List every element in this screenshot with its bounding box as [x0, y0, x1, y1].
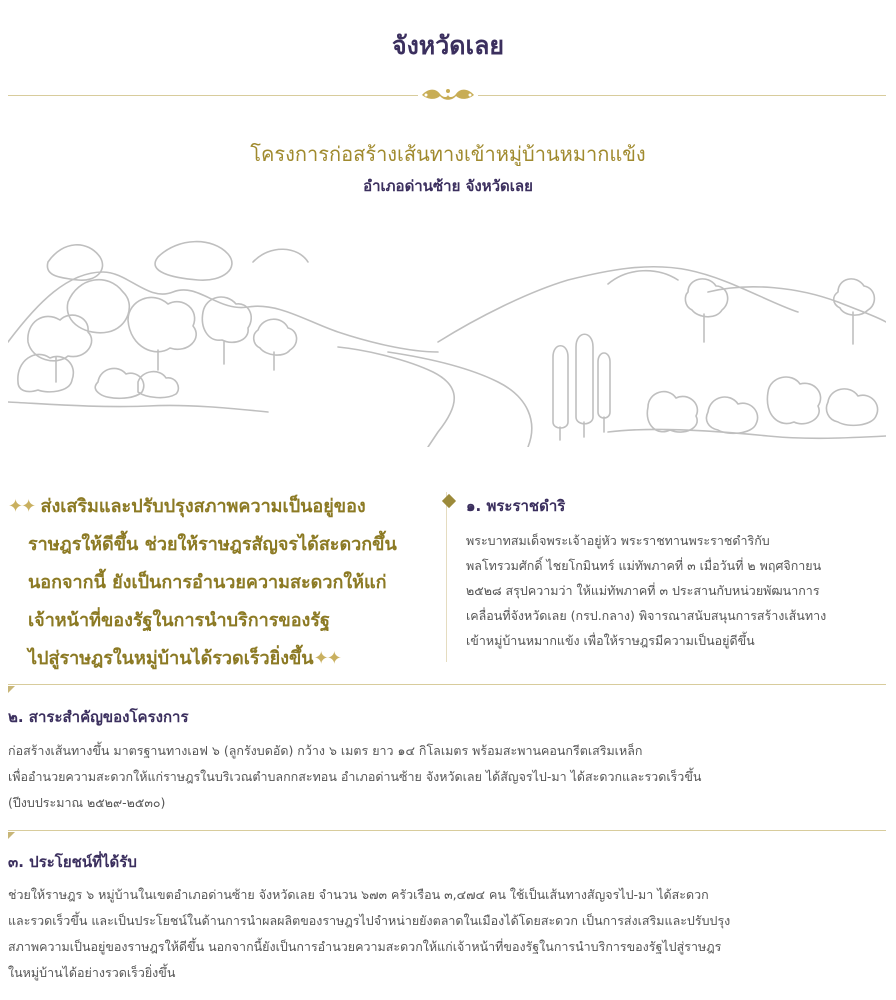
quote-line: ราษฎรให้ดีขึ้น ช่วยให้ราษฎรสัญจรได้สะดวกขึ้น [28, 534, 397, 555]
ornament-icon [418, 86, 478, 104]
paragraph-line: พลโทรวมศักดิ์ ไชยโกมินทร์ แม่ทัพภาคที่ ๓ เมื่อวันที่ ๒ พฤศจิกายน [466, 558, 822, 573]
quote-line: นอกจากนี้ ยังเป็นการอำนวยความสะดวกให้แก่ [28, 572, 387, 593]
province-title: จังหวัดเลย [391, 31, 505, 60]
column-divider [446, 492, 447, 662]
paragraph-line: ช่วยให้ราษฎร ๖ หมู่บ้านในเขตอำเภอด่านซ้าย จังหวัดเลย จำนวน ๖๗๓ ครัวเรือน ๓,๔๗๔ คน ใช้เป็นเส้นทางสัญจรไป-มา ได้สะดวก [8, 887, 709, 902]
sparkle-icon: ✦✦ [313, 648, 340, 669]
paragraph-line: ๒๕๒๘ สรุปความว่า ให้แม่ทัพภาคที่ ๓ ประสานกับหน่วยพัฒนาการ [466, 583, 820, 598]
project-title: โครงการก่อสร้างเส้นทางเข้าหมู่บ้านหมากแข้ง [250, 142, 646, 166]
corner-mark-icon [8, 686, 15, 693]
quote-line: เจ้าหน้าที่ของรัฐในการนำบริการของรัฐ [28, 610, 330, 631]
section-2-divider [8, 684, 886, 685]
highlight-quote [8, 488, 434, 678]
section-2-body [8, 738, 888, 816]
sparkle-icon: ✦✦ [8, 496, 35, 517]
section-3-body [8, 882, 888, 986]
project-subtitle: อำเภอด่านซ้าย จังหวัดเลย [363, 177, 533, 195]
quote-line: ไปสู่ราษฎรในหมู่บ้านได้รวดเร็วยิ่งขึ้น✦✦ [28, 648, 340, 669]
section-3-heading: ๓. ประโยชน์ที่ได้รับ [8, 853, 137, 871]
paragraph-line: และรวดเร็วขึ้น และเป็นประโยชน์ในด้านการนำผลผลิตของราษฎรไปจำหน่ายยังตลาดในเมืองได้โดยสะดวก เป็นการส่งเสริมและปรับปรุง [8, 913, 731, 928]
paragraph-line: เคลื่อนที่จังหวัดเลย (กรป.กลาง) พิจารณาสนับสนุนการสร้างเส้นทาง [466, 608, 827, 623]
section-1-heading: ๑. พระราชดำริ [466, 497, 566, 515]
paragraph-line: เข้าหมู่บ้านหมากแข้ง เพื่อให้ราษฎรมีความเป็นอยู่ดีขึ้น [466, 633, 755, 648]
landscape-illustration [8, 232, 886, 447]
paragraph-line: ก่อสร้างเส้นทางขึ้น มาตรฐานทางเอฟ ๖ (ลูกรังบดอัด) กว้าง ๖ เมตร ยาว ๑๔ กิโลเมตร พร้อมสะพานคอนกรีตเสริมเหล็ก [8, 743, 643, 758]
paragraph-line: (ปีงบประมาณ ๒๕๒๙-๒๕๓๐) [8, 795, 166, 810]
paragraph-line: สภาพความเป็นอยู่ของราษฎรให้ดีขึ้น นอกจากนี้ยังเป็นการอำนวยความสะดวกให้แก่เจ้าหน้าที่ของรัฐในการนำบริการของรัฐไปสู่ราษฎร [8, 939, 722, 954]
paragraph-line: พระบาทสมเด็จพระเจ้าอยู่หัว พระราชทานพระราชดำริกับ [466, 533, 770, 548]
section-2-heading: ๒. สาระสำคัญของโครงการ [8, 708, 189, 726]
paragraph-line: เพื่ออำนวยความสะดวกให้แก่ราษฎรในบริเวณตำบลกกสะทอน อำเภอด่านซ้าย จังหวัดเลย ได้สัญจรไป-มา ได้สะดวกและรวดเร็วขึ้น [8, 769, 702, 784]
section-1-body [466, 528, 886, 653]
quote-line: ✦✦ ส่งเสริมและปรับปรุงสภาพความเป็นอยู่ของ [8, 496, 366, 517]
paragraph-line: ในหมู่บ้านได้อย่างรวดเร็วยิ่งขึ้น [8, 965, 176, 980]
corner-mark-icon [8, 832, 15, 839]
section-3-divider [8, 830, 886, 831]
diamond-bullet-icon [442, 494, 456, 508]
